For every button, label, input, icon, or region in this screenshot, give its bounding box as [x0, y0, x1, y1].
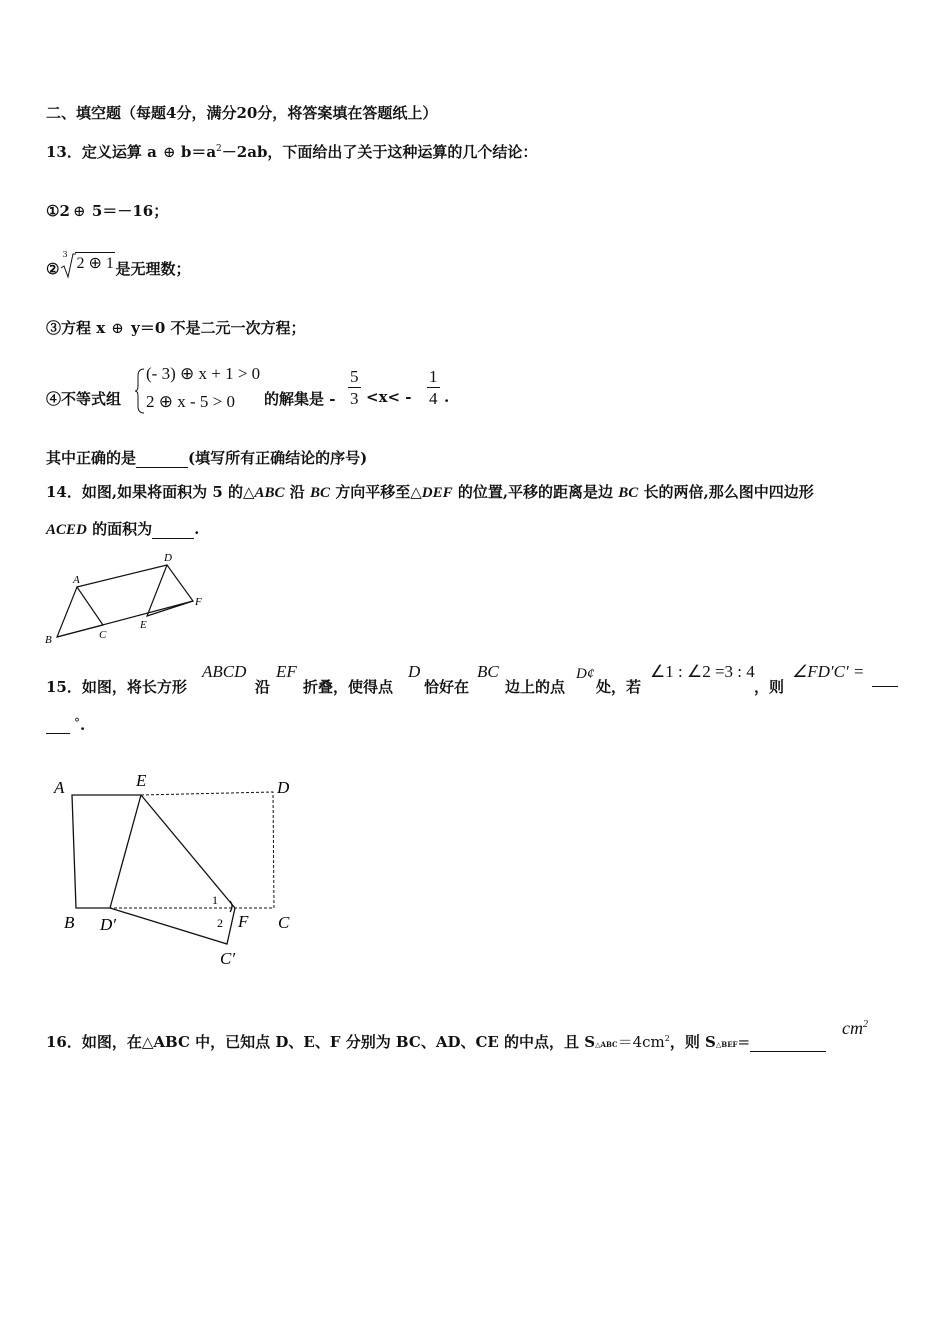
- c1-a: ①2: [46, 202, 70, 220]
- answer-blank[interactable]: [872, 670, 898, 687]
- c4-lt: <x< -: [366, 388, 412, 406]
- c4-end: .: [444, 388, 450, 406]
- q14-stem: [46, 481, 814, 502]
- unit-sup: 2: [863, 1019, 868, 1030]
- q15-angle: ∠FD′C′ =: [792, 662, 865, 681]
- q13-stem-sup: 2: [216, 144, 222, 154]
- q16-unit: [842, 1018, 868, 1039]
- label-d-prime: D′: [100, 915, 116, 934]
- q15-stem-2: [46, 716, 85, 734]
- rect-solid-edges: [72, 795, 141, 908]
- q14-aced: ACED: [46, 522, 87, 538]
- label-a: A: [54, 778, 65, 797]
- answer-blank[interactable]: [750, 1051, 826, 1052]
- angle-label-1: 1: [212, 893, 218, 907]
- section-title: 二、填空题（每题4分，满分20分，将答案填在答题纸上）: [46, 104, 438, 122]
- angle-label-2: 2: [217, 916, 223, 930]
- q15-stem: [46, 658, 906, 698]
- label-c: C: [278, 913, 290, 932]
- q15-dprime: D¢: [576, 666, 595, 682]
- inequality-2: 2 ⊕ x - 5 > 0: [146, 392, 235, 411]
- q16-sub2: △BEF: [715, 1040, 738, 1049]
- q15-figure: [48, 762, 318, 977]
- c2-suffix: 是无理数；: [115, 260, 191, 278]
- label-d: D: [164, 552, 172, 564]
- inequality-1: (- 3) ⊕ x + 1 > 0: [146, 364, 261, 383]
- c4-mid: 的解集是 -: [264, 390, 336, 408]
- root-index: 3: [62, 250, 68, 259]
- label-d: D: [277, 778, 290, 797]
- segment-ed-prime: [110, 795, 141, 908]
- label-c-prime: C′: [220, 949, 236, 968]
- ask-a: 其中正确的是: [46, 449, 137, 467]
- q14-t7: .: [194, 520, 200, 538]
- q15-abcd: ABCD: [202, 662, 247, 681]
- q14-t3: 方向平移至△: [330, 483, 422, 501]
- degree-symbol: °: [74, 716, 80, 730]
- q15-end: .: [80, 716, 86, 734]
- q15-t4: 恰好在: [424, 678, 470, 696]
- label-a: A: [73, 574, 80, 586]
- oplus-symbol: ⊕: [162, 143, 176, 161]
- rect-dashed-edges: [110, 792, 274, 908]
- frac-num: 5: [350, 367, 359, 386]
- q13-stem-a: 13．定义运算 a: [46, 143, 157, 161]
- c3-b: y＝0 不是二元一次方程；: [131, 319, 306, 337]
- label-c: C: [99, 629, 107, 641]
- q16-sub1: △ABC: [595, 1040, 618, 1049]
- q13-conclusion-1: [46, 200, 168, 221]
- q13-stem-c: －2ab，下面给出了关于这种运算的几个结论：: [221, 143, 538, 161]
- q14-abc: ABC: [254, 485, 285, 501]
- q13-stem-b: b＝a: [180, 143, 217, 161]
- q15-t7: ，则: [754, 678, 785, 696]
- segment-ad: [77, 565, 167, 587]
- ask-b: (填写所有正确结论的序号): [188, 449, 368, 467]
- label-b: B: [64, 913, 75, 932]
- q13-conclusion-2: [46, 250, 191, 279]
- answer-blank[interactable]: [136, 467, 188, 468]
- q16-t3: ，则 S: [669, 1033, 716, 1051]
- q15-bc: BC: [477, 662, 499, 681]
- q14-def: DEF: [421, 485, 453, 501]
- q15-t5: 边上的点: [505, 678, 566, 696]
- q14-t5: 长的两倍,那么图中四边形: [638, 483, 814, 501]
- q15-t1: 15．如图，将长方形: [46, 678, 187, 696]
- q13-conclusion-3: [46, 317, 306, 338]
- q14-figure: [40, 548, 220, 648]
- q15-ratio: ∠1 : ∠2 =3 : 4: [650, 662, 755, 681]
- q14-stem-2: [46, 518, 199, 539]
- answer-blank[interactable]: [152, 538, 194, 539]
- brace-icon: [134, 368, 146, 414]
- frac-den: 3: [350, 389, 359, 408]
- q16-t2: ＝4cm: [617, 1033, 665, 1051]
- q15-t3: 折叠，使得点: [303, 678, 394, 696]
- cube-root: [59, 250, 115, 279]
- q16-sup: 2: [664, 1034, 670, 1043]
- c3-a: ③方程 x: [46, 319, 106, 337]
- fraction-1-4: [427, 367, 440, 410]
- unit-cm: cm: [842, 1018, 863, 1038]
- q14-t6: 的面积为: [86, 520, 153, 538]
- q14-t1: 14．如图,如果将面积为 5 的△: [46, 483, 255, 501]
- frac-num: 1: [429, 367, 438, 386]
- label-e: E: [140, 619, 147, 631]
- frac-den: 4: [429, 389, 438, 408]
- c2-prefix: ②: [46, 260, 60, 278]
- q15-ef: EF: [276, 662, 297, 681]
- c4-prefix: ④不等式组: [46, 390, 122, 408]
- q14-t4: 的位置,平移的距离是边: [452, 483, 619, 501]
- q15-t2: 沿: [255, 678, 271, 696]
- oplus-symbol: ⊕: [72, 202, 86, 220]
- triangle-abc: [57, 587, 103, 637]
- fold-line-ef: [141, 795, 235, 908]
- q13-stem: [46, 141, 537, 162]
- q14-bc2: BC: [618, 485, 639, 501]
- fraction-5-3: [348, 367, 361, 410]
- segment-bf: [57, 601, 193, 637]
- label-f: F: [238, 912, 249, 931]
- radical-sign-icon: [60, 253, 76, 279]
- label-b: B: [45, 634, 52, 646]
- q14-bc: BC: [309, 485, 330, 501]
- q14-t2: 沿: [284, 483, 310, 501]
- triangle-def: [147, 565, 193, 616]
- q16-stem: [46, 1031, 826, 1052]
- q15-t6: 处，若: [596, 678, 642, 696]
- q15-d: D: [408, 662, 421, 681]
- answer-blank-cont[interactable]: [46, 717, 70, 734]
- c1-b: 5＝－16；: [91, 202, 169, 220]
- radicand: 2 ⊕ 1: [75, 252, 114, 273]
- oplus-symbol: ⊕: [111, 319, 124, 337]
- label-f: F: [195, 596, 202, 608]
- q16-t1: 16．如图，在△ABC 中，已知点 D、E、F 分别为 BC、AD、CE 的中点，且 S: [46, 1033, 596, 1051]
- label-e: E: [136, 771, 147, 790]
- q13-ask: [46, 447, 367, 468]
- q16-t4: =: [737, 1033, 751, 1051]
